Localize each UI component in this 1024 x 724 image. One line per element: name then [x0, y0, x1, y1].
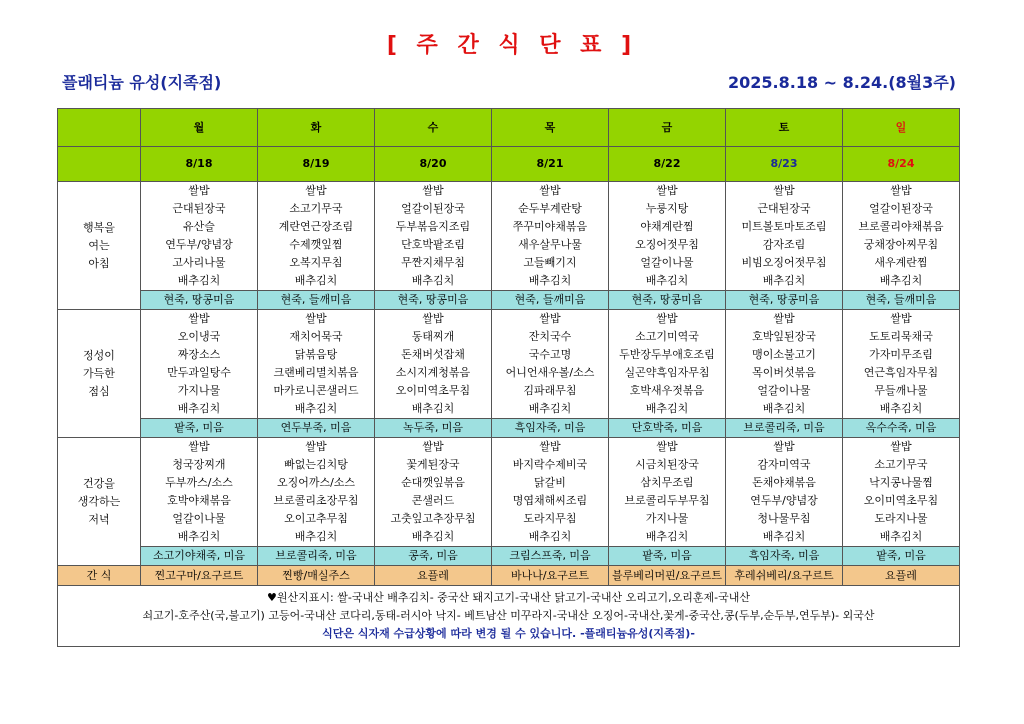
menu-item: 쌀밥 — [422, 440, 444, 453]
menu-item: 브로콜리초장무침 — [273, 494, 359, 507]
meal-label-line: 아침 — [88, 256, 110, 270]
menu-item: 감자미역국 — [757, 458, 811, 471]
menu-item: 쌀밥 — [656, 184, 678, 197]
dinner-row — [58, 438, 960, 547]
menu-item: 연근흑임자무침 — [863, 366, 939, 379]
menu-item: 가자미무조림 — [869, 348, 933, 361]
snack-cell: 요플레 — [375, 566, 492, 586]
menu-item: 청국장찌개 — [172, 458, 226, 471]
menu-item: 배추김치 — [177, 530, 221, 543]
menu-item: 두부볶음지조림 — [395, 220, 471, 233]
dinner-cell — [258, 438, 375, 547]
breakfast-cell — [492, 182, 609, 291]
menu-item: 단호박팥조림 — [401, 238, 465, 251]
menu-item: 비빔오징어젓무침 — [741, 256, 827, 269]
menu-item: 꽃게된장국 — [406, 458, 460, 471]
breakfast-label — [58, 182, 141, 310]
porridge-cell: 현죽, 땅콩미음 — [609, 291, 726, 310]
porridge-cell: 흑임자죽, 미음 — [492, 419, 609, 438]
menu-item: 순대깻잎볶음 — [401, 476, 465, 489]
menu-item: 쌀밥 — [890, 440, 912, 453]
menu-item: 유산슬 — [183, 220, 215, 233]
menu-item: 돈채야채볶음 — [752, 476, 816, 489]
menu-item: 미트볼토마토조림 — [741, 220, 827, 233]
breakfast-cell — [258, 182, 375, 291]
menu-item: 두부까스/소스 — [165, 476, 233, 489]
meal-label-line: 생각하는 — [77, 494, 121, 508]
menu-item: 감자조림 — [762, 238, 806, 251]
lunch-cell — [258, 310, 375, 419]
weekly-menu-table — [57, 108, 960, 647]
menu-item: 쭈꾸미야채볶음 — [512, 220, 588, 233]
day-header: 화 — [258, 109, 375, 147]
origin-info — [58, 586, 960, 647]
menu-item: 배추김치 — [879, 402, 923, 415]
menu-item: 도라지나물 — [874, 512, 928, 525]
menu-item: 배추김치 — [645, 274, 689, 287]
menu-item: 무짠지채무침 — [401, 256, 465, 269]
date-header-row — [58, 147, 960, 182]
breakfast-row — [58, 182, 960, 291]
menu-item: 배추김치 — [411, 530, 455, 543]
menu-item: 쌀밥 — [539, 312, 561, 325]
menu-item: 쌀밥 — [188, 440, 210, 453]
porridge-cell: 현죽, 땅콩미음 — [726, 291, 843, 310]
menu-item: 배추김치 — [294, 274, 338, 287]
menu-item: 호박새우젓볶음 — [629, 384, 705, 397]
menu-item: 순두부계란탕 — [518, 202, 582, 215]
lunch-cell — [843, 310, 960, 419]
menu-item: 소고기무국 — [289, 202, 343, 215]
menu-item: 잔치국수 — [528, 330, 572, 343]
menu-item: 쌀밥 — [656, 312, 678, 325]
snack-row — [58, 566, 960, 586]
menu-item: 오징어젓무침 — [635, 238, 699, 251]
store-name: 플래티늄 유성(지족점) — [62, 73, 222, 92]
menu-item: 쌀밥 — [188, 312, 210, 325]
menu-item: 명엽채해씨조림 — [512, 494, 588, 507]
snack-cell: 바나나/요구르트 — [492, 566, 609, 586]
menu-item: 수제깻잎찜 — [289, 238, 343, 251]
menu-item: 쌀밥 — [773, 184, 795, 197]
menu-item: 배추김치 — [294, 402, 338, 415]
menu-item: 고들빼기지 — [523, 256, 577, 269]
porridge-cell: 녹두죽, 미음 — [375, 419, 492, 438]
menu-item: 쌀밥 — [305, 184, 327, 197]
menu-item: 얼갈이된장국 — [869, 202, 933, 215]
meal-label-line: 점심 — [88, 384, 110, 398]
dinner-cell — [375, 438, 492, 547]
snack-cell: 찐빵/매실주스 — [258, 566, 375, 586]
meal-label-line: 정성이 — [83, 348, 115, 362]
menu-item: 가지나물 — [645, 512, 689, 525]
day-header: 일 — [843, 109, 960, 147]
menu-period: 2025.8.18 ~ 8.24.(8월3주) — [728, 73, 956, 92]
porridge-cell: 단호박죽, 미음 — [609, 419, 726, 438]
menu-item: 어니언새우볼/소스 — [505, 366, 595, 379]
menu-item: 오이냉국 — [177, 330, 221, 343]
porridge-cell: 현죽, 들깨미음 — [492, 291, 609, 310]
lunch-cell — [726, 310, 843, 419]
breakfast-cell — [609, 182, 726, 291]
snack-label: 간 식 — [58, 566, 141, 586]
menu-item: 오복지무침 — [289, 256, 343, 269]
porridge-cell: 연두부죽, 미음 — [258, 419, 375, 438]
menu-item: 연두부/양념장 — [165, 238, 233, 251]
lunch-row — [58, 310, 960, 419]
menu-item: 맹이소불고기 — [752, 348, 816, 361]
menu-item: 배추김치 — [528, 274, 572, 287]
porridge-cell: 콩죽, 미음 — [375, 547, 492, 566]
menu-item: 쌀밥 — [188, 184, 210, 197]
menu-item: 가지나물 — [177, 384, 221, 397]
page-title: [ 주 간 식 단 표 ] — [386, 33, 638, 58]
menu-item: 배추김치 — [411, 274, 455, 287]
porridge-cell: 팥죽, 미음 — [141, 419, 258, 438]
menu-item: 닭갈비 — [534, 476, 566, 489]
menu-item: 삼치무조림 — [640, 476, 694, 489]
day-header: 금 — [609, 109, 726, 147]
origin-row — [58, 586, 960, 647]
date-header: 8/22 — [609, 147, 726, 182]
day-header: 목 — [492, 109, 609, 147]
meal-label-line: 저녁 — [88, 512, 110, 526]
breakfast-cell — [375, 182, 492, 291]
menu-item: 연두부/양념장 — [750, 494, 818, 507]
menu-item: 크랜베리멸치볶음 — [273, 366, 359, 379]
menu-item: 소시지계청볶음 — [395, 366, 471, 379]
menu-item: 배추김치 — [645, 402, 689, 415]
day-header-row — [58, 109, 960, 147]
menu-item: 동태찌개 — [411, 330, 455, 343]
menu-item: 콘샐러드 — [411, 494, 455, 507]
menu-item: 배추김치 — [645, 530, 689, 543]
menu-item: 낙지콩나물찜 — [869, 476, 933, 489]
menu-item: 배추김치 — [528, 402, 572, 415]
menu-item: 궁채장아찌무침 — [863, 238, 939, 251]
menu-item: 시금치된장국 — [635, 458, 699, 471]
day-header: 토 — [726, 109, 843, 147]
lunch-label — [58, 310, 141, 438]
menu-item: 브로콜리야채볶음 — [858, 220, 944, 233]
menu-item: 배추김치 — [177, 402, 221, 415]
origin-line3: 식단은 식자재 수급상황에 따라 변경 될 수 있습니다. -플래티늄유성(지족점)- — [322, 627, 695, 640]
day-header: 수 — [375, 109, 492, 147]
origin-line1: ♥원산지표시: 쌀-국내산 배추김치- 중국산 돼지고기-국내산 닭고기-국내산 오리고기,오리훈제-국내산 — [267, 591, 750, 604]
menu-item: 도토리묵채국 — [869, 330, 933, 343]
menu-item: 쌀밥 — [773, 312, 795, 325]
porridge-cell: 현죽, 들깨미음 — [843, 291, 960, 310]
porridge-cell: 브로콜리죽, 미음 — [726, 419, 843, 438]
menu-item: 야채계란찜 — [640, 220, 694, 233]
dinner-cell — [843, 438, 960, 547]
date-header: 8/19 — [258, 147, 375, 182]
menu-item: 배추김치 — [879, 530, 923, 543]
menu-item: 재치어묵국 — [289, 330, 343, 343]
date-header: 8/18 — [141, 147, 258, 182]
menu-item: 계란연근장조림 — [278, 220, 354, 233]
porridge-cell: 흑임자죽, 미음 — [726, 547, 843, 566]
menu-item: 호박잎된장국 — [752, 330, 816, 343]
menu-item: 쌀밥 — [305, 440, 327, 453]
date-header: 8/20 — [375, 147, 492, 182]
menu-item: 고춧잎고추장무침 — [390, 512, 476, 525]
menu-item: 마카로니콘샐러드 — [273, 384, 359, 397]
menu-item: 얼갈이나물 — [172, 512, 226, 525]
menu-item: 근대된장국 — [172, 202, 226, 215]
date-header: 8/21 — [492, 147, 609, 182]
menu-item: 두반장두부애호조림 — [619, 348, 715, 361]
menu-item: 오이미역초무침 — [863, 494, 939, 507]
lunch-cell — [375, 310, 492, 419]
menu-item: 쌀밥 — [656, 440, 678, 453]
porridge-cell: 현죽, 들깨미음 — [258, 291, 375, 310]
menu-item: 돈채버섯잡채 — [401, 348, 465, 361]
menu-item: 근대된장국 — [757, 202, 811, 215]
porridge-cell: 브로콜리죽, 미음 — [258, 547, 375, 566]
menu-item: 바지락수제비국 — [512, 458, 588, 471]
snack-cell: 찐고구마/요구르트 — [141, 566, 258, 586]
menu-item: 오이미역초무침 — [395, 384, 471, 397]
menu-item: 무들깨나물 — [874, 384, 928, 397]
porridge-cell: 현죽, 땅콩미음 — [141, 291, 258, 310]
origin-line2: 쇠고기-호주산(국,불고기) 고등어-국내산 코다리,동태-러시아 낙지- 베트남산 미꾸라지-국내산 오징어-국내산,꽃게-중국산,콩(두부,순두부,연두부)- 외국산 — [142, 609, 875, 622]
menu-item: 배추김치 — [177, 274, 221, 287]
meal-label-line: 가득한 — [83, 366, 115, 380]
menu-item: 쌀밥 — [773, 440, 795, 453]
menu-item: 도라지무침 — [523, 512, 577, 525]
menu-item: 목이버섯볶음 — [752, 366, 816, 379]
snack-cell: 후레쉬베리/요구르트 — [726, 566, 843, 586]
day-header: 월 — [141, 109, 258, 147]
meal-label-line: 여는 — [88, 238, 110, 252]
snack-cell: 블루베리머핀/요구르트 — [609, 566, 726, 586]
menu-item: 배추김치 — [879, 274, 923, 287]
menu-item: 쌀밥 — [890, 312, 912, 325]
menu-item: 쌀밥 — [539, 184, 561, 197]
date-header: 8/24 — [843, 147, 960, 182]
menu-item: 배추김치 — [762, 274, 806, 287]
menu-item: 소고기미역국 — [635, 330, 699, 343]
snack-cell: 요플레 — [843, 566, 960, 586]
porridge-cell: 현죽, 땅콩미음 — [375, 291, 492, 310]
menu-item: 배추김치 — [762, 530, 806, 543]
menu-item: 국수고명 — [528, 348, 572, 361]
porridge-cell: 옥수수죽, 미음 — [843, 419, 960, 438]
menu-item: 쌀밥 — [422, 312, 444, 325]
dinner-cell — [726, 438, 843, 547]
corner-cell — [58, 109, 141, 147]
breakfast-cell — [141, 182, 258, 291]
menu-item: 배추김치 — [411, 402, 455, 415]
menu-item: 얼갈이나물 — [640, 256, 694, 269]
lunch-cell — [141, 310, 258, 419]
menu-item: 빠없는김치탕 — [284, 458, 348, 471]
menu-item: 소고기무국 — [874, 458, 928, 471]
menu-item: 짜장소스 — [177, 348, 221, 361]
menu-item: 만두과일탕수 — [167, 366, 231, 379]
meal-label-line: 행복을 — [83, 220, 115, 234]
porridge-cell: 소고기야채죽, 미음 — [141, 547, 258, 566]
menu-item: 오이고추무침 — [284, 512, 348, 525]
lunch-porridge-row — [58, 419, 960, 438]
breakfast-cell — [726, 182, 843, 291]
porridge-cell: 크림스프죽, 미음 — [492, 547, 609, 566]
menu-item: 닭볶음탕 — [294, 348, 338, 361]
dinner-cell — [492, 438, 609, 547]
date-header: 8/23 — [726, 147, 843, 182]
menu-item: 실곤약흑임자무침 — [624, 366, 710, 379]
menu-item: 브로콜리두부무침 — [624, 494, 710, 507]
dinner-cell — [141, 438, 258, 547]
menu-item: 누룽지탕 — [645, 202, 689, 215]
menu-item: 쌀밥 — [890, 184, 912, 197]
menu-item: 얼갈이된장국 — [401, 202, 465, 215]
menu-item: 호박야채볶음 — [167, 494, 231, 507]
lunch-cell — [492, 310, 609, 419]
menu-item: 오징어까스/소스 — [276, 476, 356, 489]
menu-item: 청나물무침 — [757, 512, 811, 525]
dinner-cell — [609, 438, 726, 547]
dinner-label — [58, 438, 141, 566]
menu-item: 새우살무나물 — [518, 238, 582, 251]
menu-item: 김파래무침 — [523, 384, 577, 397]
dinner-porridge-row — [58, 547, 960, 566]
lunch-cell — [609, 310, 726, 419]
breakfast-porridge-row — [58, 291, 960, 310]
meal-label-line: 건강을 — [83, 476, 115, 490]
menu-item: 배추김치 — [762, 402, 806, 415]
menu-item: 고사리나물 — [172, 256, 226, 269]
menu-item: 배추김치 — [528, 530, 572, 543]
menu-item: 쌀밥 — [422, 184, 444, 197]
breakfast-cell — [843, 182, 960, 291]
menu-item: 쌀밥 — [539, 440, 561, 453]
porridge-cell: 팥죽, 미음 — [843, 547, 960, 566]
porridge-cell: 팥죽, 미음 — [609, 547, 726, 566]
menu-item: 쌀밥 — [305, 312, 327, 325]
menu-item: 얼갈이나물 — [757, 384, 811, 397]
menu-item: 새우계란찜 — [874, 256, 928, 269]
menu-item: 배추김치 — [294, 530, 338, 543]
corner-cell — [58, 147, 141, 182]
